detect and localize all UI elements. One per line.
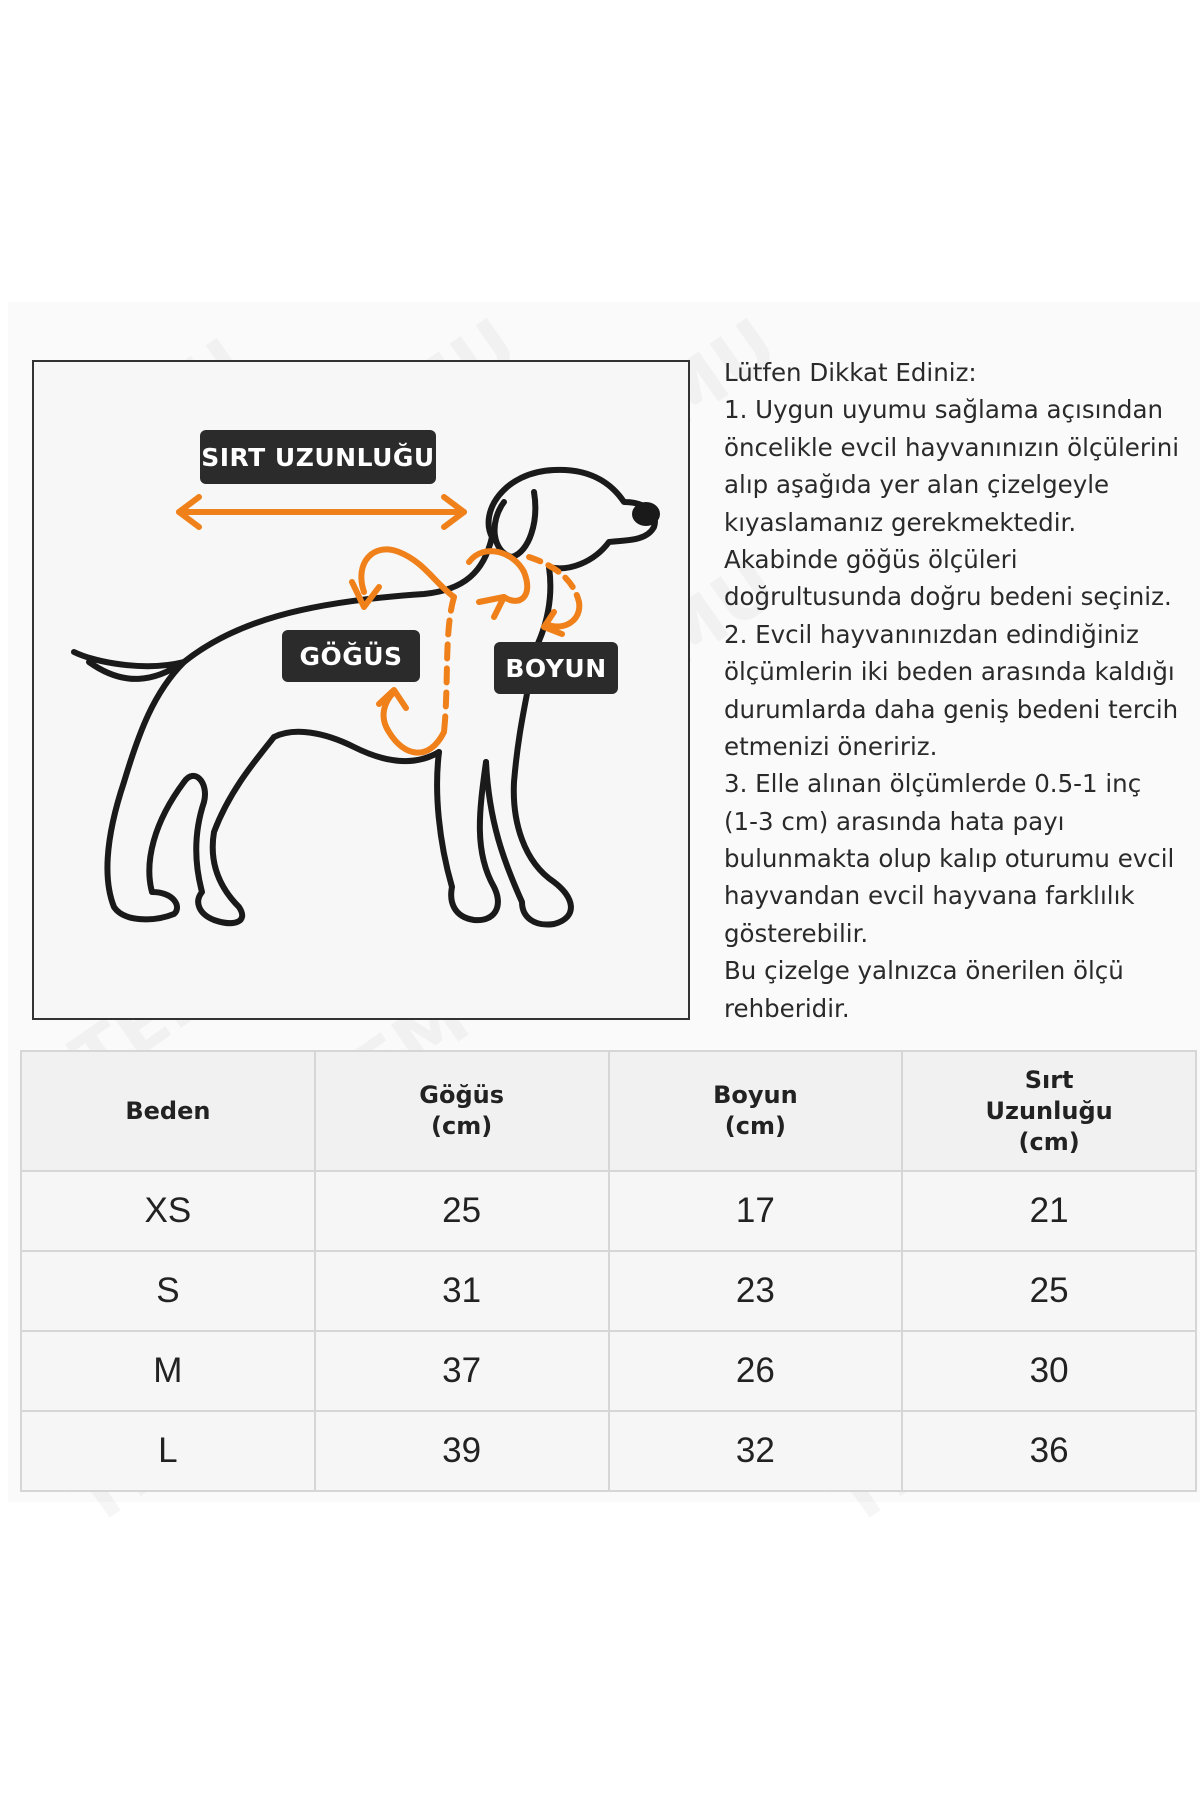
note-line: hayvandan evcil hayvana farklılık [724,881,1135,911]
header-chest [315,1051,609,1171]
note-line: 1. Uygun uyumu sağlama açısından [724,395,1164,425]
table-row [21,1331,1196,1411]
cell-back-length: 25 [902,1251,1196,1331]
cell-neck: 17 [609,1171,903,1251]
table-row [21,1411,1196,1491]
note-line: gösterebilir. [724,918,869,948]
note-line: Akabinde göğüs ölçüleri [724,544,1018,574]
note-line: kıyaslamanız gerekmektedir. [724,507,1077,537]
cell-back-length: 36 [902,1411,1196,1491]
note-line: Bu çizelge yalnızca önerilen ölçü [724,956,1124,986]
cell-neck: 26 [609,1331,903,1411]
header-line: (cm) [431,1112,493,1140]
cell-size: XS [21,1171,315,1251]
cell-size: M [21,1331,315,1411]
header-size [21,1051,315,1171]
note-line: öncelikle evcil hayvanınızın ölçülerini [724,432,1180,462]
nose-icon [632,502,660,526]
cell-chest: 25 [315,1171,609,1251]
note-line: bulunmakta olup kalıp oturumu evcil [724,844,1175,874]
note-line: 3. Elle alınan ölçümlerde 0.5-1 inç [724,769,1142,799]
size-table [20,1050,1197,1492]
header-neck [609,1051,903,1171]
header-line: Beden [125,1096,211,1125]
cell-chest: 39 [315,1411,609,1491]
neck-label: BOYUN [494,642,618,694]
table-header-row [21,1051,1196,1171]
sizing-notes [724,354,1200,1027]
curved-arrow-icon [384,692,444,753]
cell-chest: 37 [315,1331,609,1411]
cell-size: L [21,1411,315,1491]
note-line: ölçümlerin iki beden arasında kaldığı [724,657,1175,687]
cell-neck: 32 [609,1411,903,1491]
back-length-label: SIRT UZUNLUĞU [200,430,436,484]
table-row [21,1251,1196,1331]
header-line: (cm) [1018,1127,1080,1156]
note-line: (1-3 cm) arasında hata payı [724,806,1065,836]
chest-label: GÖĞÜS [282,630,420,682]
note-line: alıp aşağıda yer alan çizelgeyle [724,470,1110,500]
header-line: Sırt [1024,1065,1074,1094]
header-line: (cm) [724,1112,786,1140]
note-line: Lütfen Dikkat Ediniz: [724,358,977,387]
header-line: Boyun [713,1081,798,1109]
table-row [21,1171,1196,1251]
note-line: durumlarda daha geniş bedeni tercih [724,694,1179,724]
header-line: Göğüs [419,1081,504,1109]
cell-size: S [21,1251,315,1331]
header-line: Uzunluğu [985,1096,1113,1125]
cell-chest: 31 [315,1251,609,1331]
note-line: etmenizi öneririz. [724,731,938,761]
cell-neck: 23 [609,1251,903,1331]
note-line: rehberidir. [724,993,850,1023]
cell-back-length: 30 [902,1331,1196,1411]
note-line: doğrultusunda doğru bedeni seçiniz. [724,582,1172,612]
cell-back-length: 21 [902,1171,1196,1251]
header-back-length [902,1051,1196,1171]
note-line: 2. Evcil hayvanınızdan edindiğiniz [724,619,1139,649]
measurement-diagram [32,360,690,1020]
